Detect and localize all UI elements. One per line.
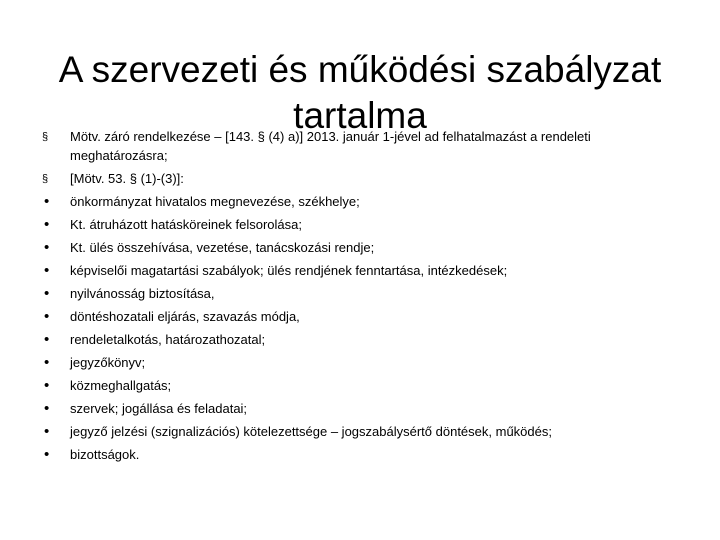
dot-bullet-icon: • [44, 261, 50, 279]
list-item [36, 400, 676, 419]
list-item [36, 216, 676, 235]
list-item [36, 285, 676, 304]
list-item-text: önkormányzat hivatalos megnevezése, székhelye; [70, 193, 360, 209]
list-item-text: jegyző jelzési (szignalizációs) kötelezettsége – jogszabálysértő döntések, működés; [70, 423, 552, 439]
list-item-text: Mötv. záró rendelkezése – [143. § (4) a)] 2013. január 1-jével ad felhatalmazást a rendeleti meghatározásra; [70, 129, 591, 163]
list-item [36, 239, 676, 258]
list-item-text: bizottságok. [70, 446, 140, 462]
content-list [36, 128, 676, 469]
slide-title [40, 47, 680, 139]
list-item-text: közmeghallgatás; [70, 377, 172, 393]
list-item-text: nyilvánosság biztosítása, [70, 285, 215, 301]
title-line-2: tartalma [293, 94, 427, 136]
title-line-1: A szervezeti és működési szabályzat [58, 48, 662, 90]
list-item [36, 423, 676, 442]
dot-bullet-icon: • [44, 445, 50, 463]
list-item [36, 377, 676, 396]
list-item [36, 170, 676, 189]
list-item-text: képviselői magatartási szabályok; ülés rendjének fenntartása, intézkedések; [70, 262, 508, 278]
list-item-text: [Mötv. 53. § (1)-(3)]: [70, 170, 184, 186]
list-item-text: jegyzőkönyv; [70, 354, 146, 370]
dot-bullet-icon: • [44, 376, 50, 394]
list-item-text: rendeletalkotás, határozathozatal; [70, 331, 266, 347]
list-item [36, 331, 676, 350]
list-item-text: szervek; jogállása és feladatai; [70, 400, 248, 416]
list-item-text: döntéshozatali eljárás, szavazás módja, [70, 308, 300, 324]
dot-bullet-icon: • [44, 238, 50, 256]
dot-bullet-icon: • [44, 192, 50, 210]
list-item-text: Kt. átruházott hatásköreinek felsorolása; [70, 216, 302, 232]
dot-bullet-icon: • [44, 307, 50, 325]
list-item [36, 128, 676, 165]
list-item [36, 446, 676, 465]
dot-bullet-icon: • [44, 399, 50, 417]
dot-bullet-icon: • [44, 284, 50, 302]
list-item [36, 262, 676, 281]
dot-bullet-icon: • [44, 353, 50, 371]
list-item [36, 308, 676, 327]
section-bullet-icon: § [42, 131, 49, 143]
dot-bullet-icon: • [44, 215, 50, 233]
dot-bullet-icon: • [44, 330, 50, 348]
section-bullet-icon: § [42, 172, 49, 185]
dot-bullet-icon: • [44, 422, 50, 440]
list-item [36, 193, 676, 212]
list-item [36, 354, 676, 373]
list-item-text: Kt. ülés összehívása, vezetése, tanácskozási rendje; [70, 239, 375, 255]
